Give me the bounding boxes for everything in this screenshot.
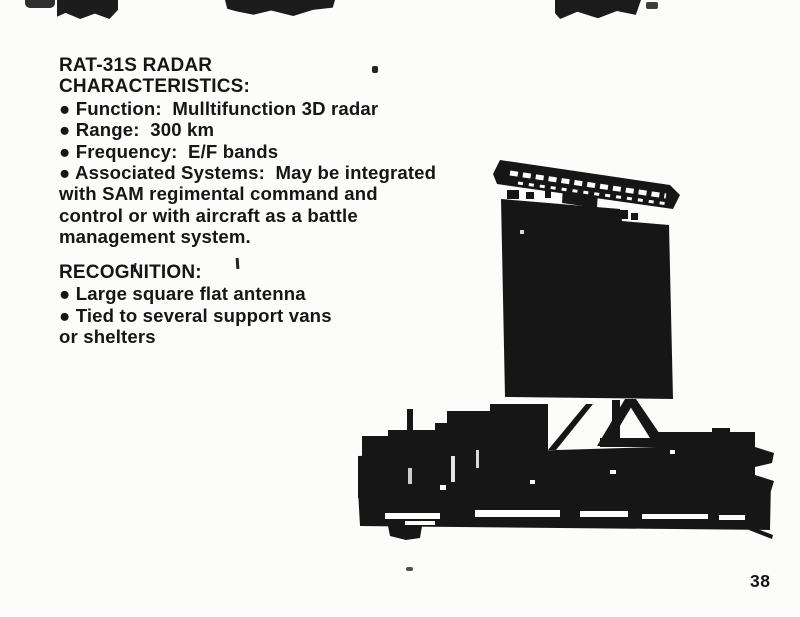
characteristic-frequency: ● Frequency: E/F bands: [59, 140, 279, 162]
characteristic-range: ● Range: 300 km: [59, 119, 215, 141]
characteristic-function: ● Function: Mulltifunction 3D radar: [59, 97, 379, 119]
recognition-item-antenna: ● Large square flat antenna: [59, 283, 306, 305]
characteristic-associated-systems-cont: with SAM regimental command and: [59, 183, 378, 205]
scan-artifact-top-center: [225, 0, 335, 16]
page-title-line-2: CHARACTERISTICS:: [59, 76, 251, 98]
page-number: 38: [750, 571, 771, 591]
recognition-item-vans: ● Tied to several support vans: [59, 304, 332, 326]
scan-artifact-top-right-small: [646, 2, 658, 9]
characteristic-associated-systems: ● Associated Systems: May be integrated: [59, 162, 437, 184]
recognition-item-vans-cont: or shelters: [59, 326, 156, 348]
radar-silhouette-icon: [350, 150, 780, 580]
page-title-line-1: RAT-31S RADAR: [59, 55, 213, 76]
characteristic-associated-systems-cont: management system.: [59, 226, 251, 248]
recognition-heading: RECOGNITION:: [59, 262, 202, 283]
scan-artifact-top-left: [57, 0, 118, 19]
scan-artifact-top-left-small: [25, 0, 55, 8]
scan-artifact-top-right: [555, 0, 641, 19]
characteristic-associated-systems-cont: control or with aircraft as a battle: [59, 204, 358, 226]
